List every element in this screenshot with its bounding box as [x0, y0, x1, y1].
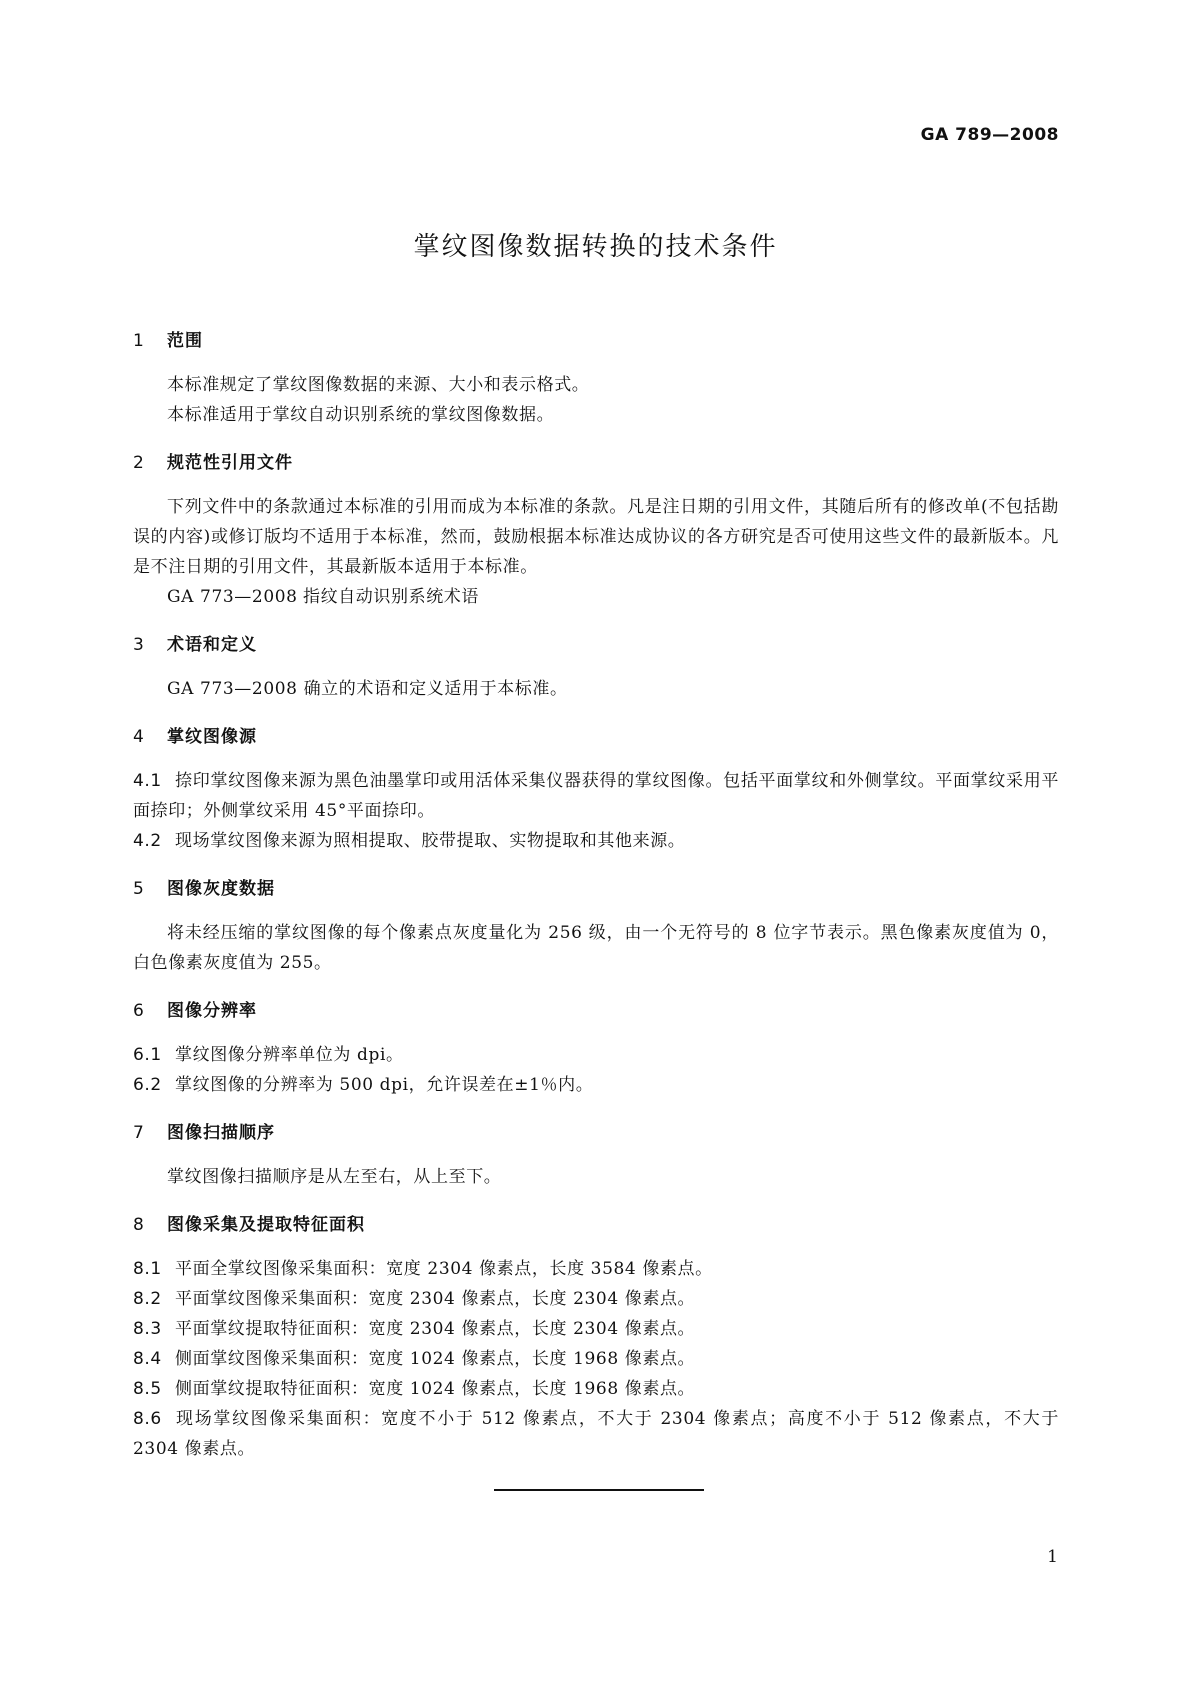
clause: 4.2 现场掌纹图像来源为照相提取、胶带提取、实物提取和其他来源。: [133, 831, 686, 851]
section-heading: 5 图像灰度数据: [133, 879, 275, 899]
section-heading: 1 范围: [133, 331, 203, 351]
section-7: [133, 1118, 1059, 1192]
document-title: 掌纹图像数据转换的技术条件: [413, 232, 778, 262]
section-heading: 3 术语和定义: [133, 635, 257, 655]
paragraph: 本标准适用于掌纹自动识别系统的掌纹图像数据。: [167, 405, 555, 425]
normative-reference: [133, 582, 1059, 612]
clause: 6.2 掌纹图像的分辨率为 500 dpi，允许误差在±1％内。: [133, 1075, 594, 1095]
paragraph: 掌纹图像扫描顺序是从左至右，从上至下。: [167, 1167, 502, 1187]
paragraph: 下列文件中的条款通过本标准的引用而成为本标准的条款。凡是注日期的引用文件，其随后所有的修改单(不包括勘误的内容)或修订版均不适用于本标准，然而，鼓励根据本标准达成协议的各方研究是否可使用这些文件的最新版本。凡是不注日期的引用文件，其最新版本适用于本标准。: [133, 497, 1059, 577]
section-6: [133, 996, 1059, 1100]
section-heading: 7 图像扫描顺序: [133, 1123, 275, 1143]
clause: 8.3 平面掌纹提取特征面积：宽度 2304 像素点，长度 2304 像素点。: [133, 1319, 696, 1339]
section-heading: 4 掌纹图像源: [133, 727, 257, 747]
clause: 8.2 平面掌纹图像采集面积：宽度 2304 像素点，长度 2304 像素点。: [133, 1289, 696, 1309]
clause: 4.1 捺印掌纹图像来源为黑色油墨掌印或用活体采集仪器获得的掌纹图像。包括平面掌纹和外侧掌纹。平面掌纹采用平面捺印；外侧掌纹采用 45°平面捺印。: [133, 771, 1059, 821]
page-number: 1: [1047, 1547, 1058, 1567]
reference-code: GA 773—2008: [167, 587, 298, 607]
section-5: [133, 874, 1059, 978]
section-heading: 2 规范性引用文件: [133, 453, 293, 473]
clause: 8.1 平面全掌纹图像采集面积：宽度 2304 像素点，长度 3584 像素点。: [133, 1259, 713, 1279]
section-3: [133, 630, 1059, 704]
section-heading: 8 图像采集及提取特征面积: [133, 1215, 365, 1235]
clause: 6.1 掌纹图像分辨率单位为 dpi。: [133, 1045, 404, 1065]
section-4: [133, 722, 1059, 856]
clause: 8.6 现场掌纹图像采集面积：宽度不小于 512 像素点，不大于 2304 像素点；高度不小于 512 像素点，不大于 2304 像素点。: [133, 1409, 1059, 1459]
document-body: [133, 326, 1059, 1482]
paragraph: 本标准规定了掌纹图像数据的来源、大小和表示格式。: [167, 375, 590, 395]
standard-code: GA 789—2008: [920, 125, 1059, 145]
clause: 8.5 侧面掌纹提取特征面积：宽度 1024 像素点，长度 1968 像素点。: [133, 1379, 696, 1399]
section-8: [133, 1210, 1059, 1464]
section-1: [133, 326, 1059, 430]
clause: 8.4 侧面掌纹图像采集面积：宽度 1024 像素点，长度 1968 像素点。: [133, 1349, 696, 1369]
end-rule: [494, 1489, 704, 1491]
section-2: [133, 448, 1059, 612]
paragraph: GA 773—2008 确立的术语和定义适用于本标准。: [167, 679, 568, 699]
paragraph: 将未经压缩的掌纹图像的每个像素点灰度量化为 256 级，由一个无符号的 8 位字节表示。黑色像素灰度值为 0，白色像素灰度值为 255。: [133, 923, 1059, 973]
section-heading: 6 图像分辨率: [133, 1001, 257, 1021]
reference-title: 指纹自动识别系统术语: [303, 587, 479, 607]
